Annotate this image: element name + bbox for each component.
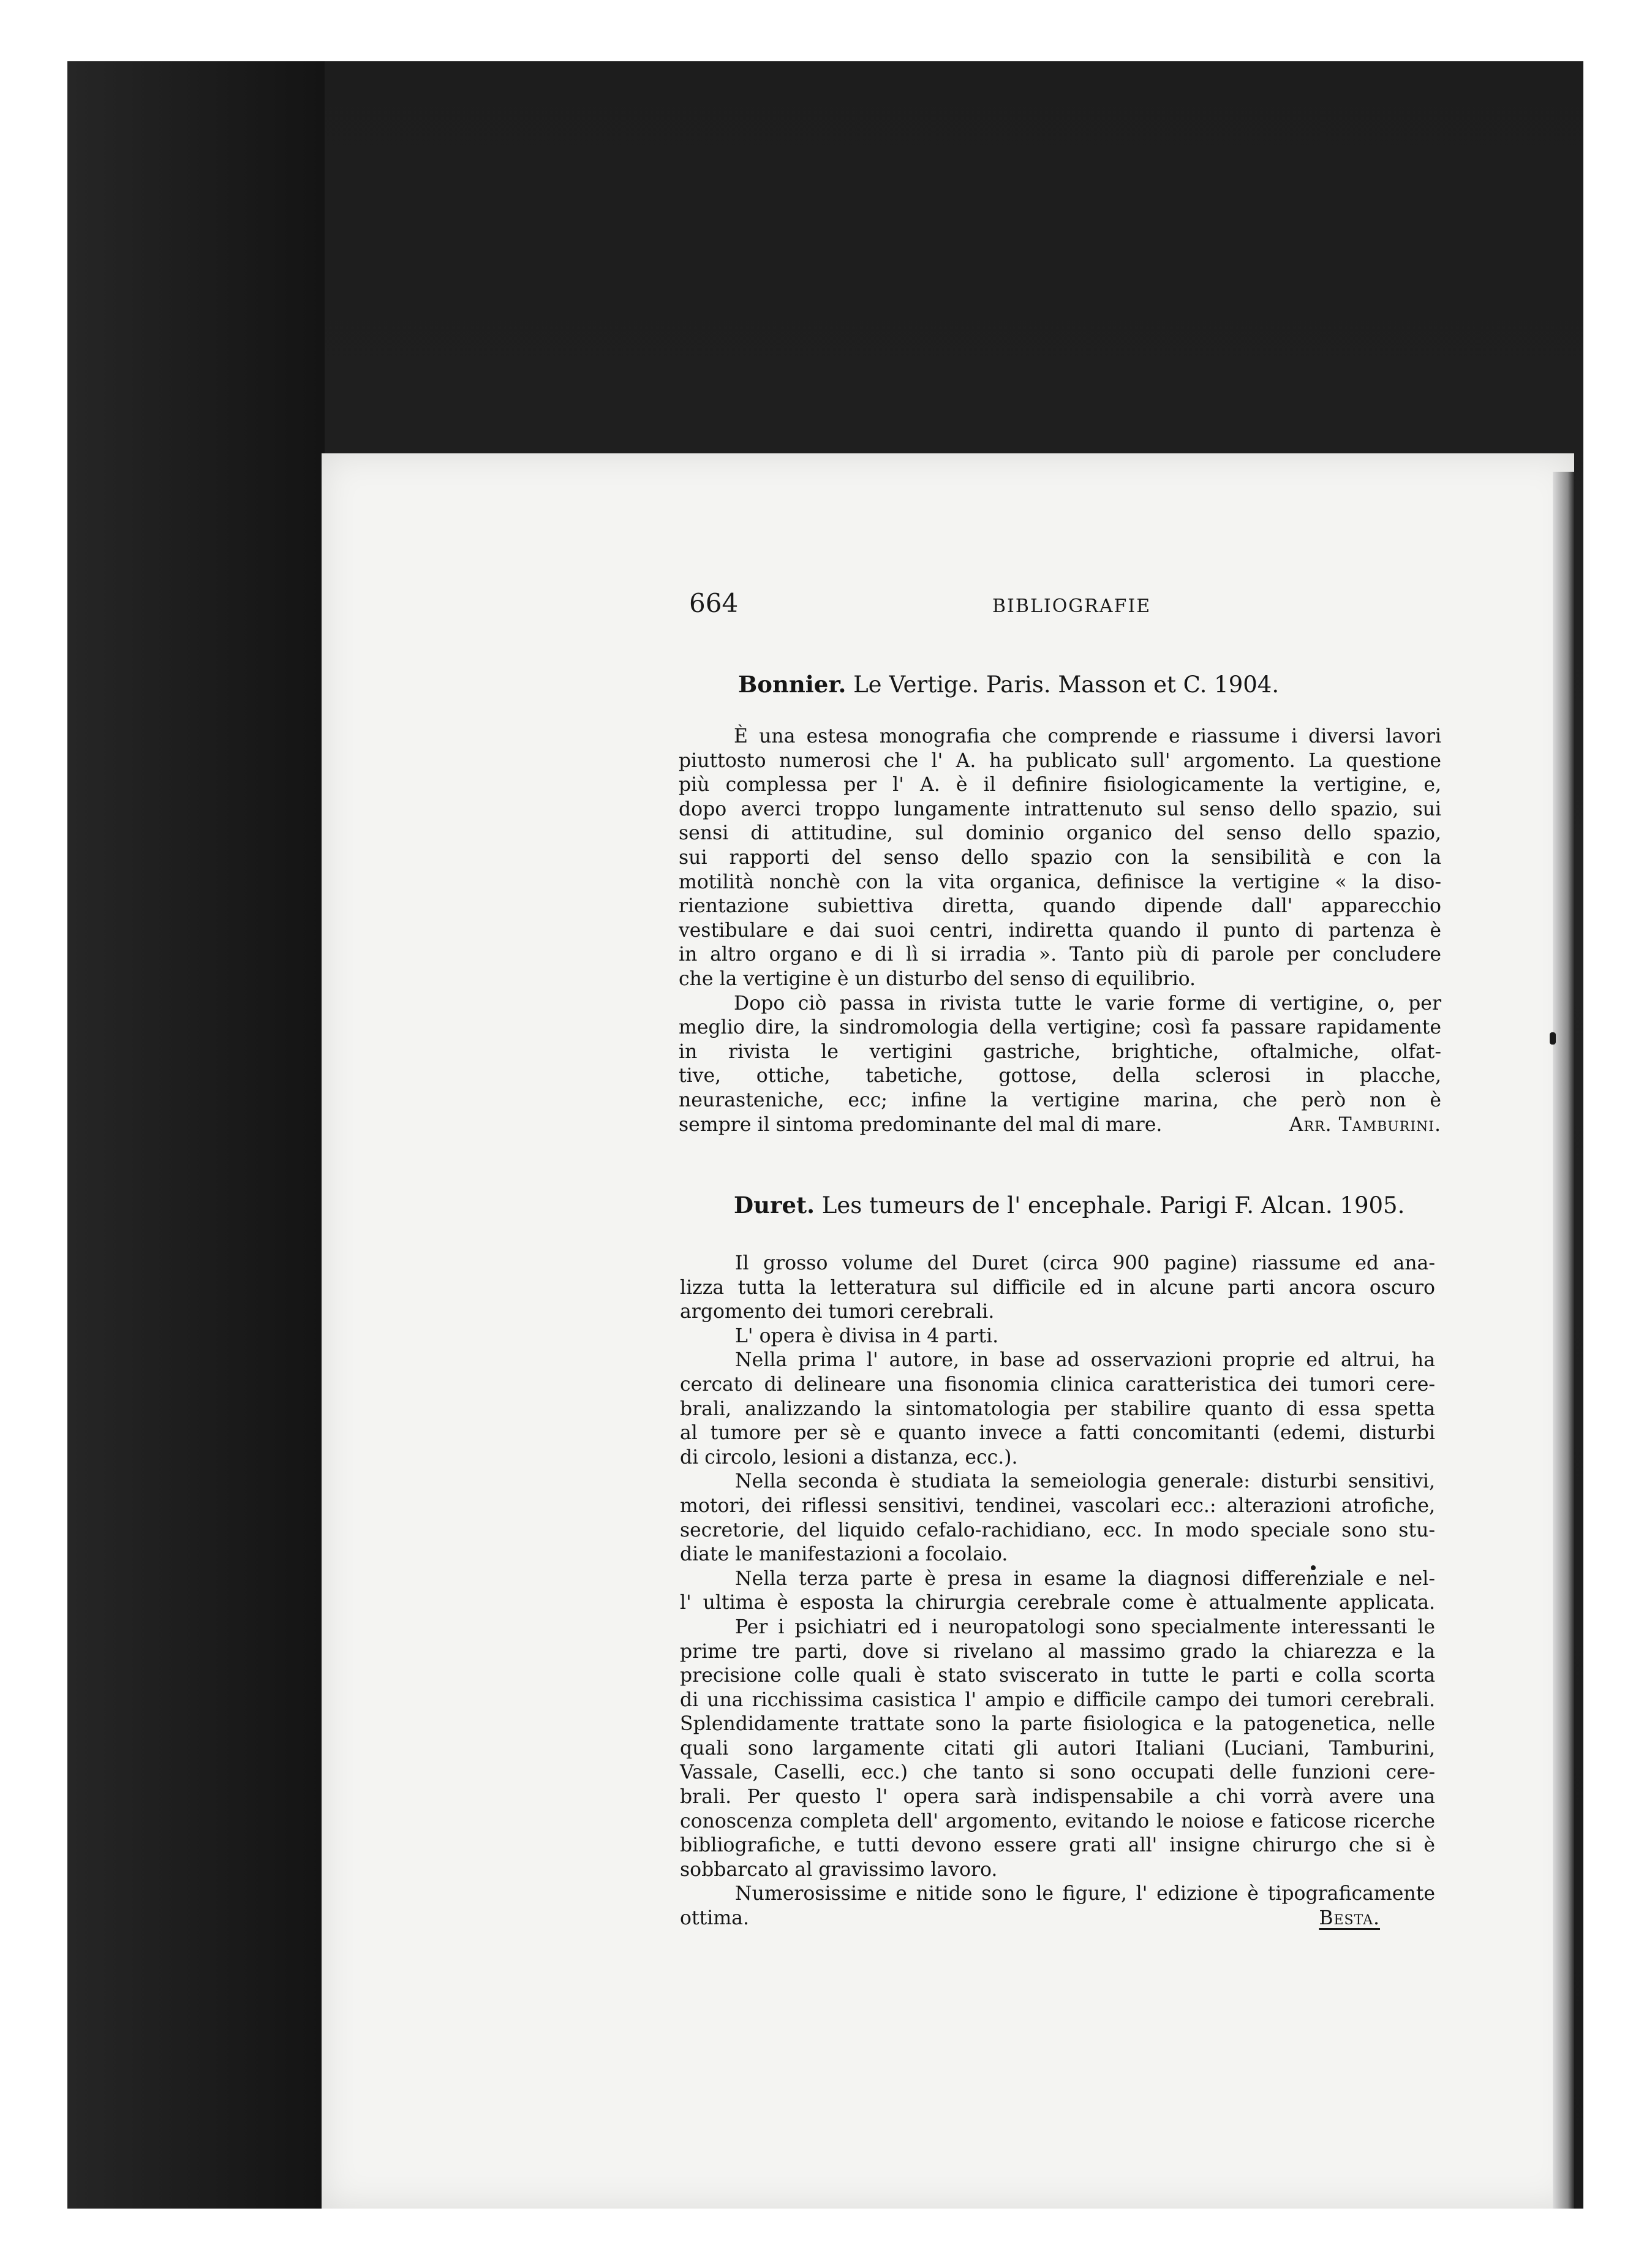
reviewer-signature: Arr. Tamburini. bbox=[1289, 1113, 1441, 1136]
text-line: Dopo ciò passa in rivista tutte le varie forme di vertigine, o, per bbox=[734, 992, 1441, 1015]
text-line: sensi di attitudine, sul dominio organico del senso dello spazio, bbox=[679, 822, 1441, 845]
text-line: Nella seconda è studiata la semeiologia generale: disturbi sensitivi, bbox=[735, 1470, 1435, 1493]
text-line: argomento dei tumori cerebrali. bbox=[680, 1301, 995, 1323]
text-line: rientazione subiettiva diretta, quando dipende dall' apparecchio bbox=[679, 895, 1441, 918]
entry-body bbox=[679, 725, 1441, 1137]
text-line: piuttosto numerosi che l' A. ha publicato sull' argomento. La questione bbox=[679, 749, 1441, 772]
text-line: tive, ottiche, tabetiche, gottose, della sclerosi in placche, bbox=[679, 1065, 1441, 1087]
text-line: secretorie, del liquido cefalo-rachidiano, ecc. In modo speciale sono stu- bbox=[680, 1519, 1435, 1541]
text-line: L' opera è divisa in 4 parti. bbox=[735, 1325, 999, 1347]
text-line: diate le manifestazioni a focolaio. bbox=[680, 1543, 1008, 1566]
entry-title: Les tumeurs de l' encephale. Parigi F. Alcan. 1905. bbox=[815, 1192, 1405, 1219]
entry-author: Duret. bbox=[734, 1192, 815, 1219]
text-line: Nella prima l' autore, in base ad osservazioni proprie ed altrui, ha bbox=[735, 1349, 1435, 1372]
text-line: brali, analizzando la sintomatologia per stabilire quanto di essa spetta bbox=[680, 1397, 1435, 1420]
text-line: Per i psichiatri ed i neuropatologi sono specialmente interessanti le bbox=[735, 1616, 1435, 1638]
ink-speck bbox=[1550, 1032, 1556, 1045]
page-number: 664 bbox=[689, 588, 739, 618]
text-line: al tumore per sè e quanto invece a fatti concomitanti (edemi, disturbi bbox=[680, 1422, 1435, 1445]
reviewer-signature: Besta. bbox=[1319, 1907, 1380, 1930]
text-line: prime tre parti, dove si rivelano al massimo grado la chiarezza e la bbox=[680, 1640, 1435, 1663]
text-line: più complessa per l' A. è il definire fisiologicamente la vertigine, e, bbox=[679, 774, 1441, 796]
signature-line bbox=[680, 1907, 1435, 1931]
text-line: lizza tutta la letteratura sul difficile ed in alcune parti ancora oscuro bbox=[680, 1276, 1435, 1299]
text-line: sobbarcato al gravissimo lavoro. bbox=[680, 1858, 998, 1881]
text-line: in altro organo e di lì si irradia ». Tanto più di parole per concludere bbox=[679, 943, 1441, 966]
text-line: motori, dei riflessi sensitivi, tendinei, vascolari ecc.: alterazioni atrofiche, bbox=[680, 1494, 1435, 1517]
entry-body bbox=[680, 1252, 1435, 1931]
text-line: Numerosissime e nitide sono le figure, l' edizione è tipograficamente bbox=[735, 1883, 1435, 1905]
text-line: Nella terza parte è presa in esame la diagnosi differenziale e nel- bbox=[735, 1567, 1435, 1590]
page-header bbox=[689, 588, 1442, 625]
page-right-edge bbox=[1553, 472, 1574, 2209]
text-line: vestibulare e dai suoi centri, indiretta quando il punto di partenza è bbox=[679, 919, 1441, 942]
text-line: cercato di delineare una fisonomia clinica caratteristica dei tumori cere- bbox=[680, 1373, 1435, 1396]
text-line: ottima. bbox=[680, 1907, 750, 1930]
text-line: meglio dire, la sindromologia della vertigine; così fa passare rapidamente bbox=[679, 1016, 1441, 1039]
text-line: È una estesa monografia che comprende e riassume i diversi lavori bbox=[734, 725, 1441, 747]
entry-heading bbox=[738, 670, 1279, 700]
signature-line bbox=[679, 1113, 1441, 1138]
entry-heading bbox=[734, 1190, 1405, 1220]
text-line: dopo averci troppo lungamente intrattenuto sul senso dello spazio, sui bbox=[679, 798, 1441, 820]
text-line: Splendidamente trattate sono la parte fisiologica e la patogenetica, nelle bbox=[680, 1713, 1435, 1736]
text-line: che la vertigine è un disturbo del senso di equilibrio. bbox=[679, 967, 1196, 990]
text-line: brali. Per questo l' opera sarà indispensabile a chi vorrà avere una bbox=[680, 1786, 1435, 1809]
dark-scanner-bed-left bbox=[67, 61, 325, 2209]
entry-title: Le Vertige. Paris. Masson et C. 1904. bbox=[846, 671, 1280, 698]
text-line: di circolo, lesioni a distanza, ecc.). bbox=[680, 1446, 1018, 1469]
text-line: sempre il sintoma predominante del mal di mare. bbox=[679, 1113, 1163, 1136]
text-line: motilità nonchè con la vita organica, definisce la vertigine « la diso- bbox=[679, 871, 1441, 893]
running-title: BIBLIOGRAFIE bbox=[992, 595, 1152, 617]
text-line: in rivista le vertigini gastriche, brightiche, oftalmiche, olfat- bbox=[679, 1040, 1441, 1063]
text-line: l' ultima è esposta la chirurgia cerebrale come è attualmente applicata. bbox=[680, 1592, 1435, 1614]
text-line: di una ricchissima casistica l' ampio e difficile campo dei tumori cerebrali. bbox=[680, 1688, 1435, 1711]
entry-author: Bonnier. bbox=[738, 671, 847, 698]
text-line: neurasteniche, ecc; infine la vertigine marina, che però non è bbox=[679, 1089, 1441, 1111]
text-line: Il grosso volume del Duret (circa 900 pagine) riassume ed ana- bbox=[735, 1252, 1435, 1274]
text-line: sui rapporti del senso dello spazio con la sensibilità e con la bbox=[679, 846, 1441, 869]
text-line: Vassale, Caselli, ecc.) che tanto si sono occupati delle funzioni cere- bbox=[680, 1761, 1435, 1784]
text-line: bibliografiche, e tutti devono essere grati all' insigne chirurgo che si è bbox=[680, 1834, 1435, 1857]
text-line: precisione colle quali è stato sviscerato in tutte le parti e colla scorta bbox=[680, 1665, 1435, 1687]
text-line: conoscenza completa dell' argomento, evitando le noiose e faticose ricerche bbox=[680, 1810, 1435, 1832]
text-line: quali sono largamente citati gli autori Italiani (Luciani, Tamburini, bbox=[680, 1737, 1435, 1760]
